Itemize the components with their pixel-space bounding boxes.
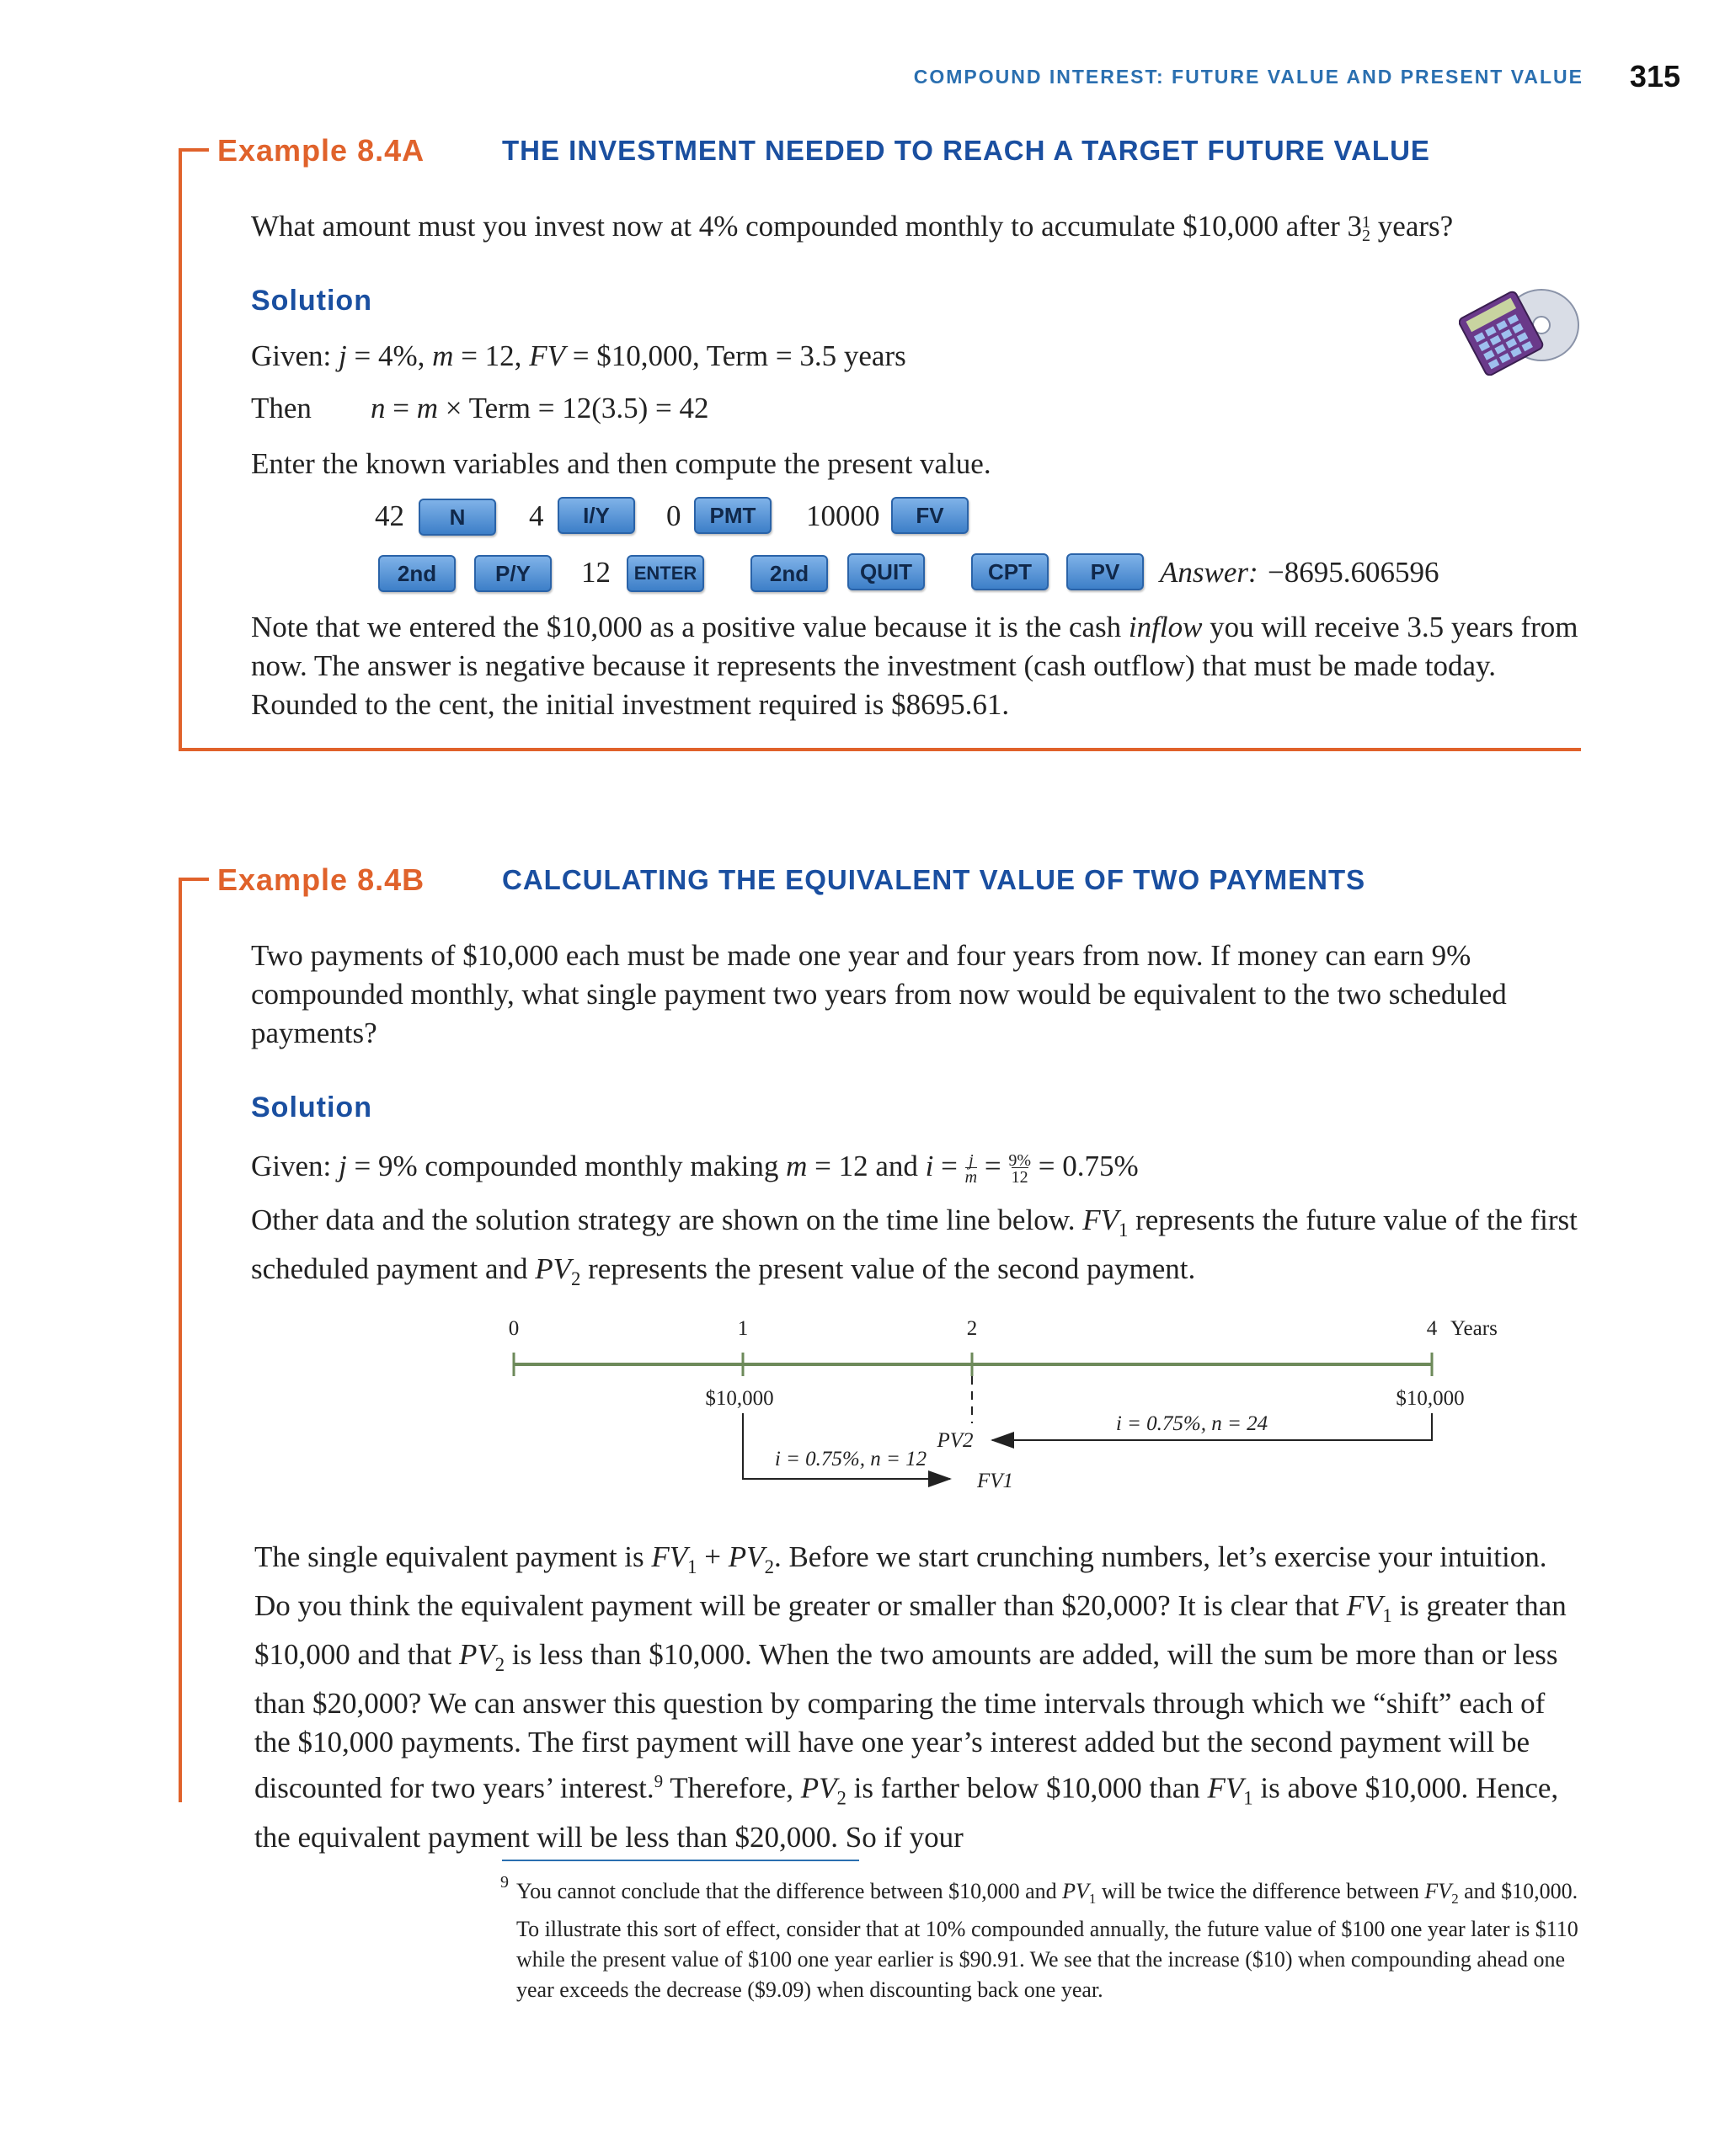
answer-value: −8695.606596 — [1268, 556, 1439, 589]
calc-key-enter: ENTER — [627, 555, 704, 592]
footnote-separator — [502, 1860, 859, 1861]
calc-value-12: 12 — [581, 556, 611, 589]
timeline-tick-label: 1 — [737, 1317, 749, 1340]
timeline-unit-label: Years — [1450, 1317, 1498, 1340]
example-a-then-equation: n = m × Term = 12(3.5) = 42 — [371, 392, 709, 424]
timeline-pv2-label: PV2 — [937, 1429, 974, 1452]
calc-value-10000: 10000 — [806, 499, 880, 532]
example-b-left-rule — [179, 879, 182, 1802]
example-b-other: Other data and the solution strategy are shown on the time line below. $FV_1$ represents the future value of the first scheduled payment and $PV_2$ represents the present value of the second payment. — [251, 1203, 1578, 1289]
example-b-title: CALCULATING THE EQUIVALENT VALUE OF TWO PAYMENTS — [502, 864, 1366, 895]
answer-label: Answer: — [1160, 556, 1258, 589]
example-b-label: Example 8.4B — [217, 862, 425, 897]
timeline-segment-1-label: i = 0.75%, n = 12 — [774, 1448, 927, 1470]
calc-value-42: 42 — [375, 499, 404, 532]
example-a-bottom-rule — [179, 748, 1581, 751]
calc-value-4: 4 — [529, 499, 544, 532]
timeline-segment-2-label: i = 0.75%, n = 24 — [1115, 1412, 1268, 1435]
calc-key-iy: I/Y — [558, 497, 635, 534]
example-a-label: Example 8.4A — [217, 133, 425, 168]
example-a-enter-text: Enter the known variables and then compute the present value. — [251, 447, 991, 480]
calc-key-2nd: 2nd — [378, 555, 456, 592]
example-a-solution-label: Solution — [251, 285, 372, 317]
example-b-solution-label: Solution — [251, 1091, 372, 1123]
running-title: COMPOUND INTEREST: FUTURE VALUE AND PRESENT VALUE — [913, 66, 1583, 88]
calc-value-0: 0 — [666, 499, 681, 532]
example-b-given: Given: j = 9% compounded monthly making m = 12 and $i = \frac{j}{m} = 9\%$ 12 = 0.75% — [251, 1150, 1139, 1187]
example-a-given: Given: j = 4%, m = 12, FV = $10,000, Term = 3.5 years — [251, 339, 906, 372]
page-number: 315 — [1629, 59, 1680, 93]
calc-key-cpt: CPT — [971, 553, 1049, 590]
example-a-note: Note that we entered the $10,000 as a positive value because it is the cash inflow you will receive 3.5 years from now. The answer is negative because it represents the investment (cash outflow) that must be made today. Rounded to the cent, the initial investment required is $8695.61. — [251, 611, 1578, 721]
timeline-tick-label: 2 — [966, 1317, 978, 1340]
calc-key-pv: PV — [1066, 553, 1144, 590]
calc-key-n: N — [419, 499, 496, 536]
timeline-payment-1: $10,000 — [705, 1387, 774, 1410]
calc-key-py: P/Y — [474, 555, 552, 592]
example-b-top-tick — [179, 878, 209, 881]
footnote-marker: 9 — [500, 1873, 509, 1892]
timeline-payment-2: $10,000 — [1396, 1387, 1465, 1410]
timeline-diagram — [472, 1305, 1516, 1508]
calc-key-fv: FV — [891, 497, 969, 534]
example-b-question: Two payments of $10,000 each must be made one year and four years from now. If money can earn 9% compounded monthly, what single payment two years from now would be equivalent to the two scheduled payments? — [251, 939, 1507, 1049]
example-a-top-tick — [179, 148, 209, 152]
example-a-left-rule — [179, 150, 182, 751]
calc-key-quit: QUIT — [847, 553, 925, 590]
timeline-tick-label: 4 — [1426, 1317, 1438, 1340]
timeline-fv1-label: FV1 — [977, 1470, 1014, 1492]
timeline-tick-label: 0 — [508, 1317, 520, 1340]
example-a-title: THE INVESTMENT NEEDED TO REACH A TARGET FUTURE VALUE — [502, 135, 1430, 166]
calc-key-2nd: 2nd — [750, 555, 828, 592]
calc-key-pmt: PMT — [694, 497, 772, 534]
footnote-text: You cannot conclude that the difference between $10,000 and $PV_1$ will be twice the difference between $FV_2$ and $10,000. To illustrate this sort of effect, consider that at 10% compounded annually, the future value of $100 one year later is $110 while the present value of $100 one year earlier is $90.91. We see that the increase ($10) when compounding ahead one year exceeds the decrease ($9.09) when discounting back one year. — [516, 1879, 1578, 2003]
example-a-question: What amount must you invest now at 4% compounded monthly to accumulate $10,000 after 31 2 years? — [251, 210, 1454, 245]
example-b-body: The single equivalent payment is $FV_1 + PV_2$. Before we start crunching numbers, let’s exercise your intuition. Do you think the equivalent payment will be greater or smaller than $20,000? It is clear that $FV_1$ is greater than $10,000 and that $PV_2$ is less than $10,000. When the two amounts are added, will the sum be more than or less than $20,000? We can answer this question by comparing the time intervals through which we “shift” each of the $10,000 payments. The first payment will have one year’s interest added but the second payment will be discounted for two years’ interest.$^9$ Therefore, $PV_2$ is farther below $10,000 than $FV_1$ is above $10,000. Hence, the equivalent payment will be less than $20,000. So if your — [254, 1540, 1567, 1854]
example-a-then-label: Then — [251, 392, 312, 424]
